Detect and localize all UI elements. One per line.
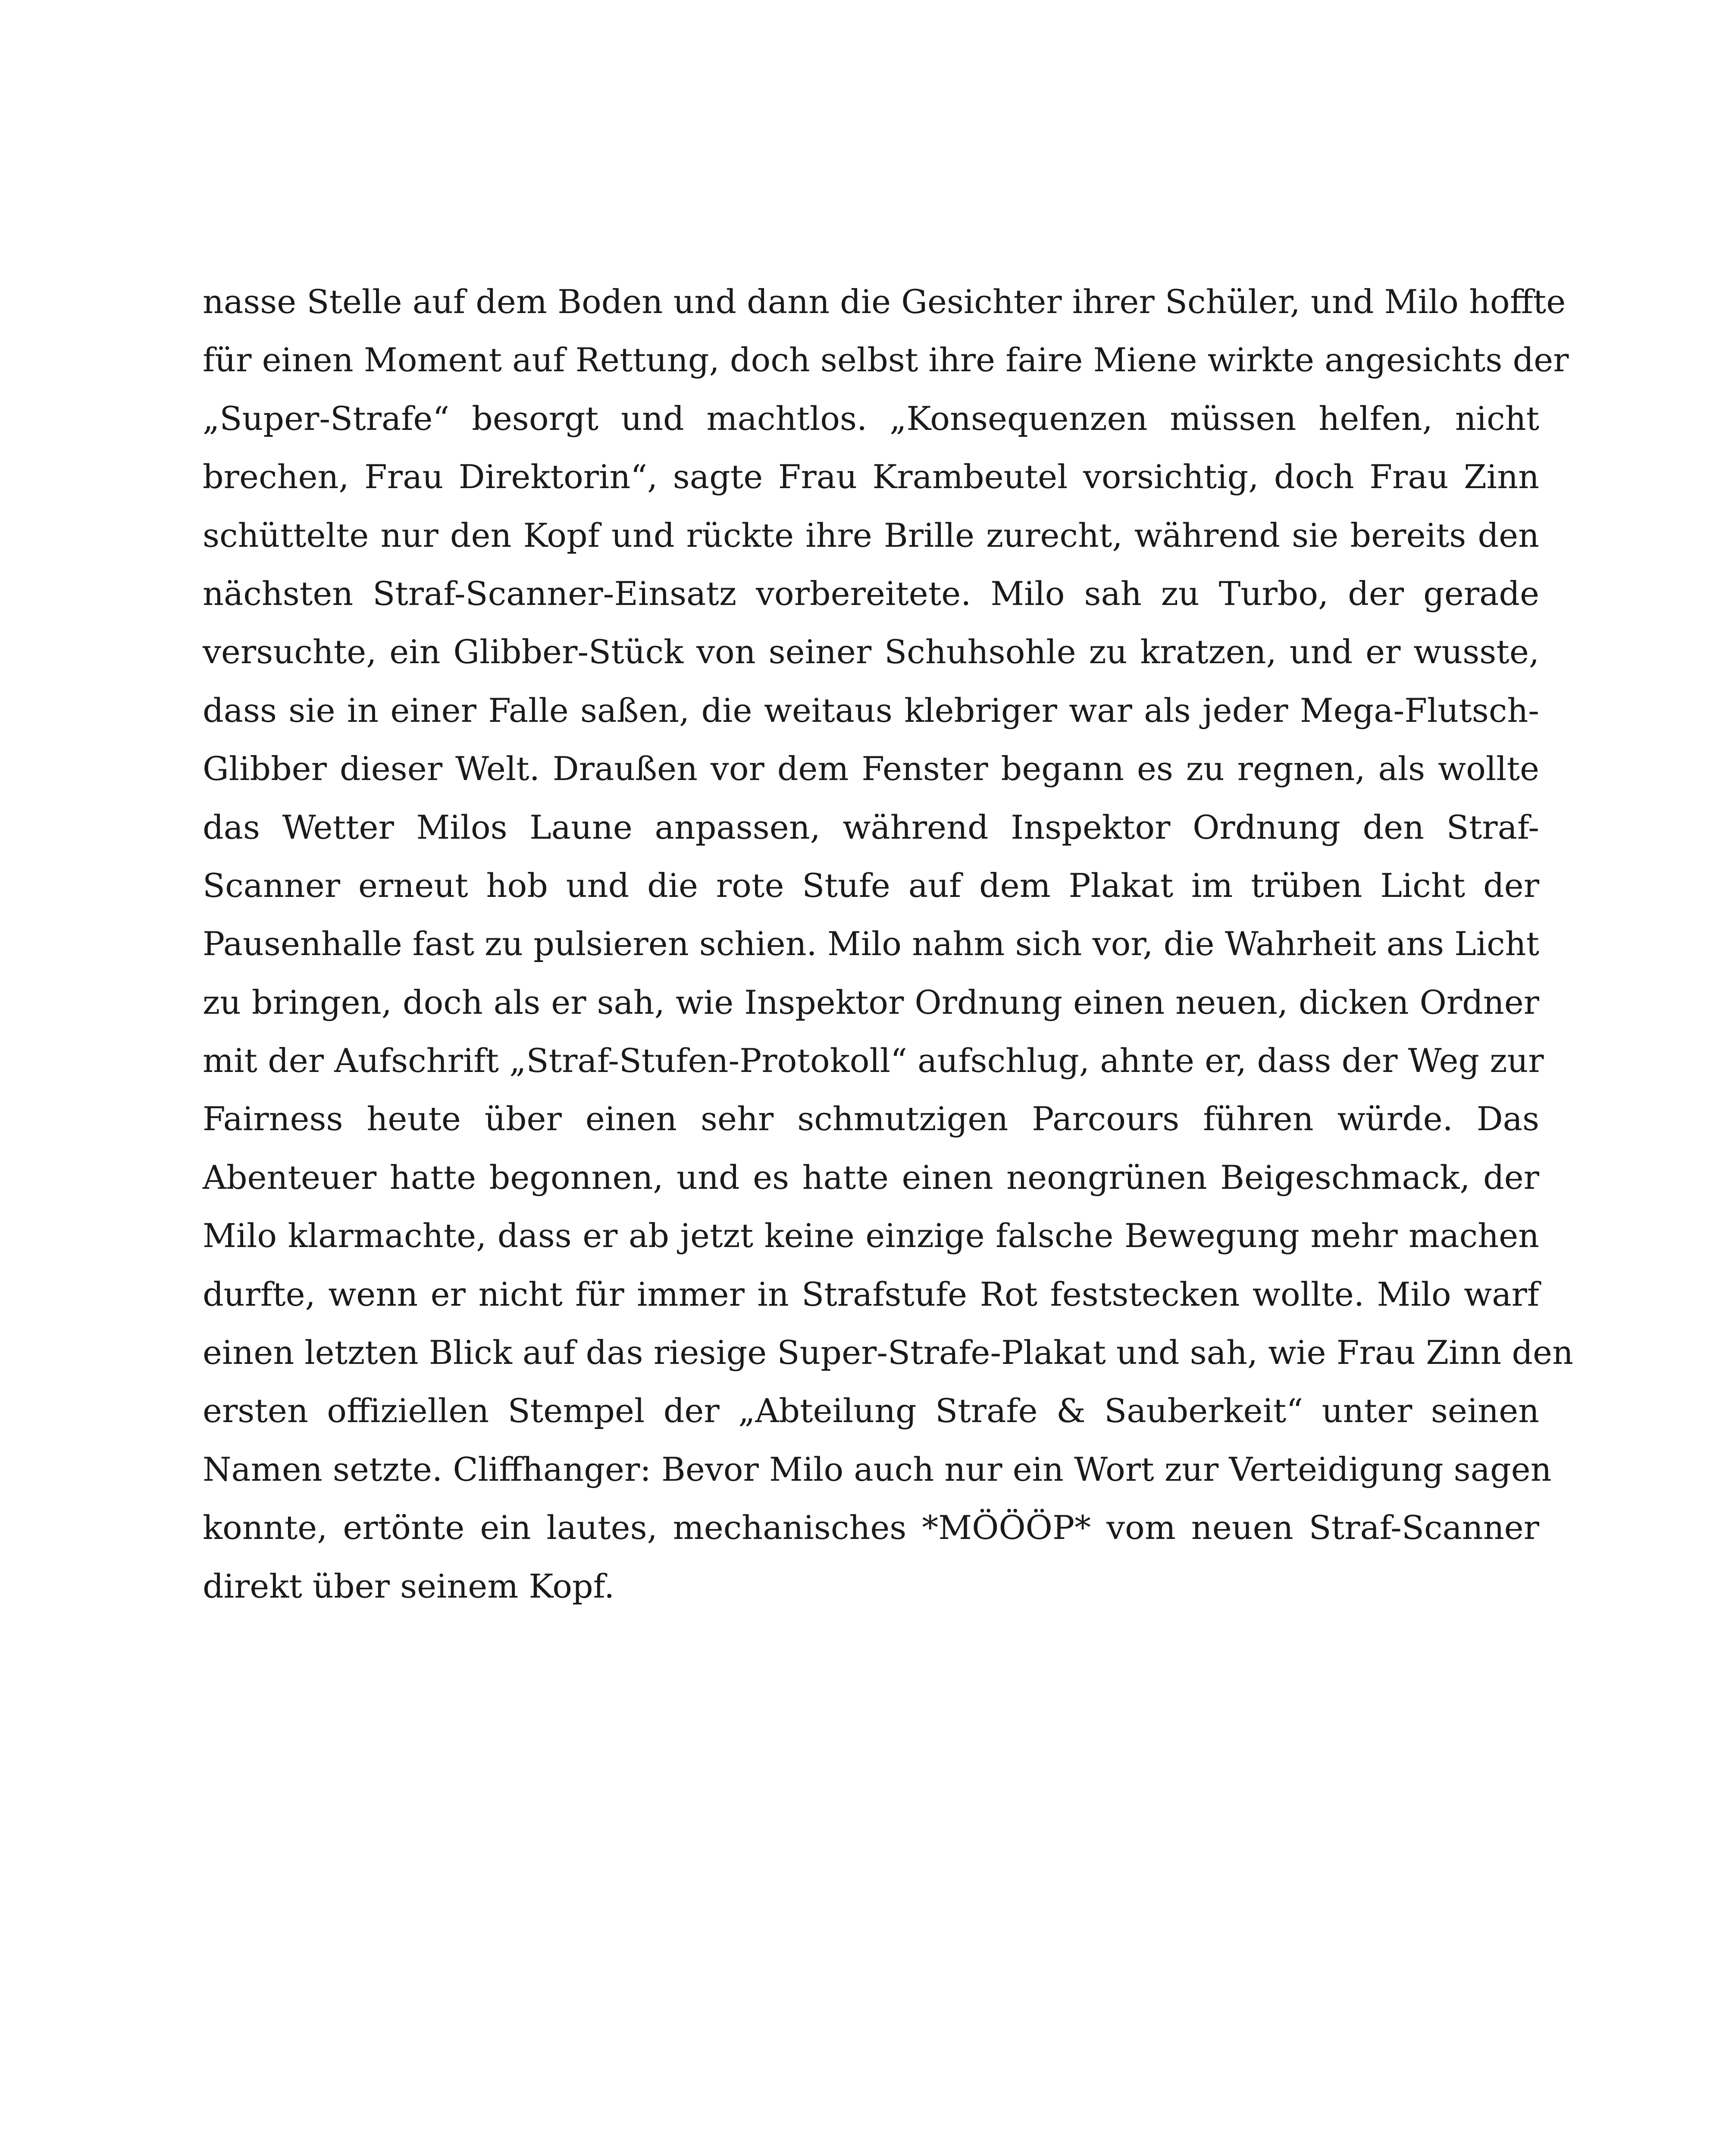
text-line: dass sie in einer Falle saßen, die weitaus klebriger war als jeder Mega-Flutsch-	[203, 691, 1539, 730]
text-line: nächsten Straf-Scanner-Einsatz vorbereitete. Milo sah zu Turbo, der gerade	[203, 574, 1539, 613]
text-line: Milo klarmachte, dass er ab jetzt keine einzige falsche Bewegung mehr machen	[203, 1216, 1539, 1255]
text-line: direkt über seinem Kopf.	[203, 1567, 615, 1605]
text-line: ersten offiziellen Stempel der „Abteilung Strafe & Sauberkeit“ unter seinen	[203, 1391, 1539, 1430]
text-line: Namen setzte. Cliffhanger: Bevor Milo auch nur ein Wort zur Verteidigung sagen	[203, 1450, 1552, 1489]
text-line: versuchte, ein Glibber-Stück von seiner Schuhsohle zu kratzen, und er wusste,	[203, 633, 1539, 671]
text-line: Abenteuer hatte begonnen, und es hatte einen neongrünen Beigeschmack, der	[203, 1158, 1539, 1197]
text-line: Glibber dieser Welt. Draußen vor dem Fenster begann es zu regnen, als wollte	[203, 749, 1539, 788]
text-line: nasse Stelle auf dem Boden und dann die Gesichter ihrer Schüler, und Milo hoffte	[203, 282, 1566, 321]
text-line: mit der Aufschrift „Straf-Stufen-Protokoll“ aufschlug, ahnte er, dass der Weg zur	[203, 1041, 1544, 1080]
text-line: für einen Moment auf Rettung, doch selbst ihre faire Miene wirkte angesichts der	[203, 341, 1569, 379]
text-line: brechen, Frau Direktorin“, sagte Frau Krambeutel vorsichtig, doch Frau Zinn	[203, 458, 1539, 496]
text-line: Scanner erneut hob und die rote Stufe auf dem Plakat im trüben Licht der	[203, 866, 1539, 905]
text-line: „Super-Strafe“ besorgt und machtlos. „Konsequenzen müssen helfen, nicht	[203, 399, 1539, 438]
text-line: schüttelte nur den Kopf und rückte ihre Brille zurecht, während sie bereits den	[203, 516, 1539, 555]
text-line: konnte, ertönte ein lautes, mechanisches *MÖÖÖP* vom neuen Straf-Scanner	[203, 1508, 1539, 1547]
text-line: das Wetter Milos Laune anpassen, während Inspektor Ordnung den Straf-	[203, 808, 1539, 846]
body-paragraph	[203, 273, 1573, 1615]
text-line: durfte, wenn er nicht für immer in Strafstufe Rot feststecken wollte. Milo warf	[203, 1275, 1539, 1313]
text-line: zu bringen, doch als er sah, wie Inspektor Ordnung einen neuen, dicken Ordner	[203, 983, 1539, 1022]
text-line: Pausenhalle fast zu pulsieren schien. Milo nahm sich vor, die Wahrheit ans Licht	[203, 924, 1539, 963]
text-line: Fairness heute über einen sehr schmutzigen Parcours führen würde. Das	[203, 1100, 1539, 1138]
text-line: einen letzten Blick auf das riesige Super-Strafe-Plakat und sah, wie Frau Zinn den	[203, 1333, 1573, 1372]
